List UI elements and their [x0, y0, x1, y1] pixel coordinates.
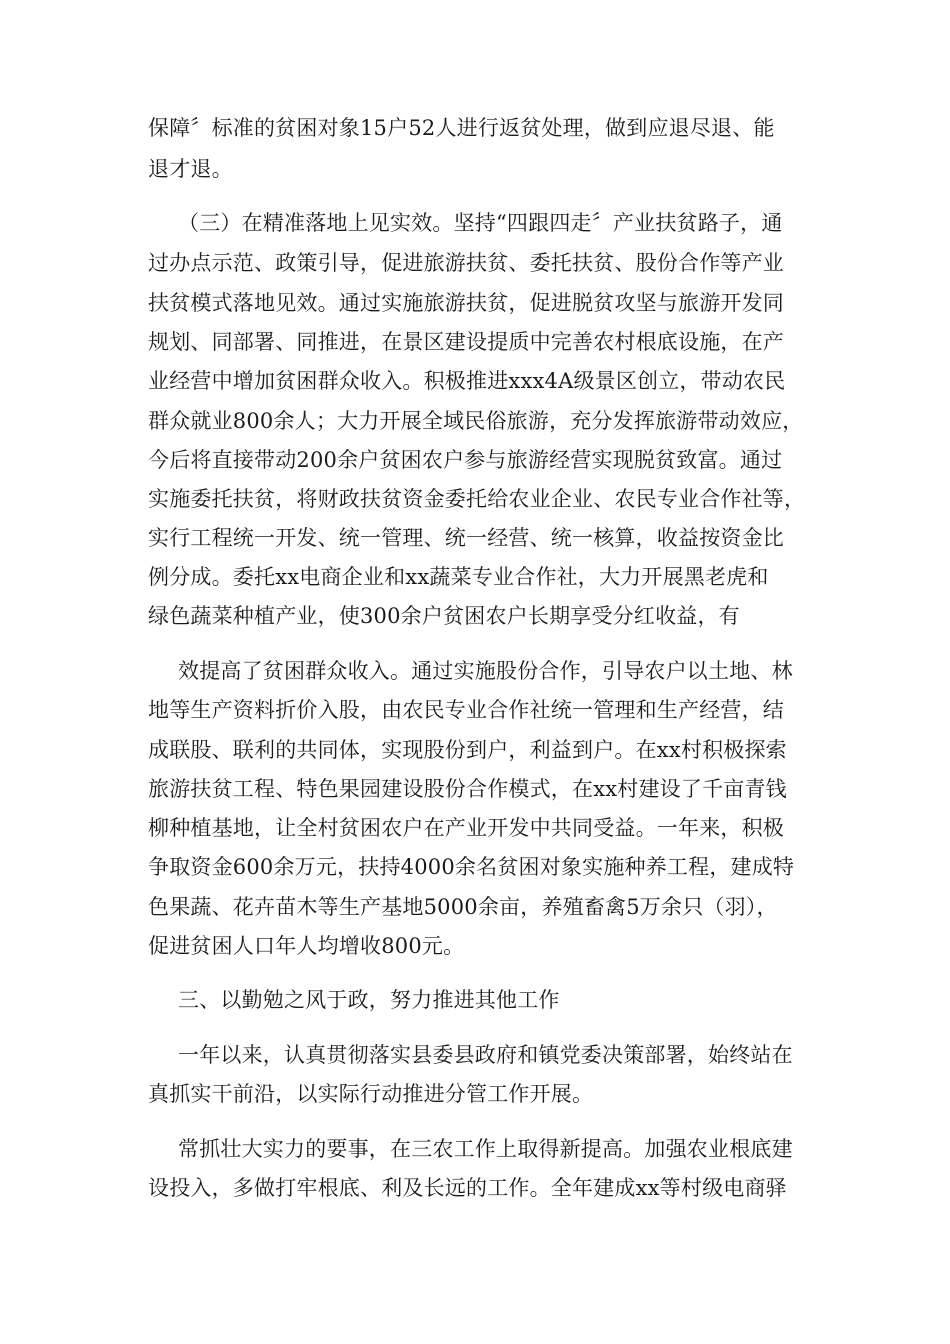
text-line: 旅游扶贫工程、特色果园建设股份合作模式，在xx村建设了千亩青钱 [148, 777, 787, 801]
paragraph-start-line: 常抓壮大实力的要事，在三农工作上取得新提高。加强农业根底建 [178, 1137, 793, 1161]
text-line: 成联股、联利的共同体，实现股份到户，利益到户。在xx村积极探索 [148, 738, 787, 762]
text-line: 争取资金600余万元，扶持4000余名贫困对象实施种养工程，建成特 [148, 855, 795, 879]
text-line: 色果蔬、花卉苗木等生产基地5000余亩，养殖畜禽5万余只（羽）， [148, 895, 778, 919]
text-line: 规划、同部署、同推进，在景区建设提质中完善农村根底设施，在产 [148, 330, 784, 354]
text-line: 实行工程统一开发、统一管理、统一经营、统一核算，收益按资金比 [148, 526, 784, 550]
text-line: 设投入，多做打牢根底、利及长远的工作。全年建成xx等村级电商驿 [148, 1176, 787, 1200]
text-line: 效提高了贫困群众收入。通过实施股份合作，引导农户以土地、林 [178, 659, 793, 683]
text-line: 业经营中增加贫困群众收入。积极推进xxx4A级景区创立，带动农民 [148, 369, 786, 393]
text-line: 地等生产资料折价入股，由农民专业合作社统一管理和生产经营，结 [148, 698, 784, 722]
text-line: 绿色蔬菜种植产业，使300余户贫困农户长期享受分红收益，有 [148, 604, 740, 628]
text-line: 真抓实干前沿，以实际行动推进分管工作开展。 [148, 1082, 594, 1106]
text-line: 保障〞标准的贫困对象15户52人进行返贫处理，做到应退尽退、能 [148, 116, 775, 140]
text-line: 过办点示范、政策引导，促进旅游扶贫、委托扶贫、股份合作等产业 [148, 251, 784, 275]
text-line: 柳种植基地，让全村贫困农户在产业开发中共同受益。一年来，积极 [148, 816, 784, 840]
paragraph-start-line: 一年以来，认真贯彻落实县委县政府和镇党委决策部署，始终站在 [178, 1043, 793, 1067]
text-line: 扶贫模式落地见效。通过实施旅游扶贫，促进脱贫攻坚与旅游开发同 [148, 291, 784, 315]
text-line: 促进贫困人口年人均增收800元。 [148, 934, 465, 958]
text-line: 今后将直接带动200余户贫困农户参与旅游经营实现脱贫致富。通过 [148, 448, 783, 472]
paragraph-start-line: （三）在精准落地上见实效。坚持“四跟四走〞产业扶贫路子，通 [178, 211, 783, 235]
section-heading: 三、以勤勉之风于政，努力推进其他工作 [178, 988, 560, 1012]
text-line: 群众就业800余人；大力开展全域民俗旅游，充分发挥旅游带动效应， [148, 409, 804, 433]
text-line: 实施委托扶贫，将财政扶贫资金委托给农业企业、农民专业合作社等， [148, 487, 806, 511]
text-line: 退才退。 [148, 157, 233, 181]
text-line: 例分成。委托xx电商企业和xx蔬菜专业合作社，大力开展黑老虎和 [148, 565, 769, 589]
